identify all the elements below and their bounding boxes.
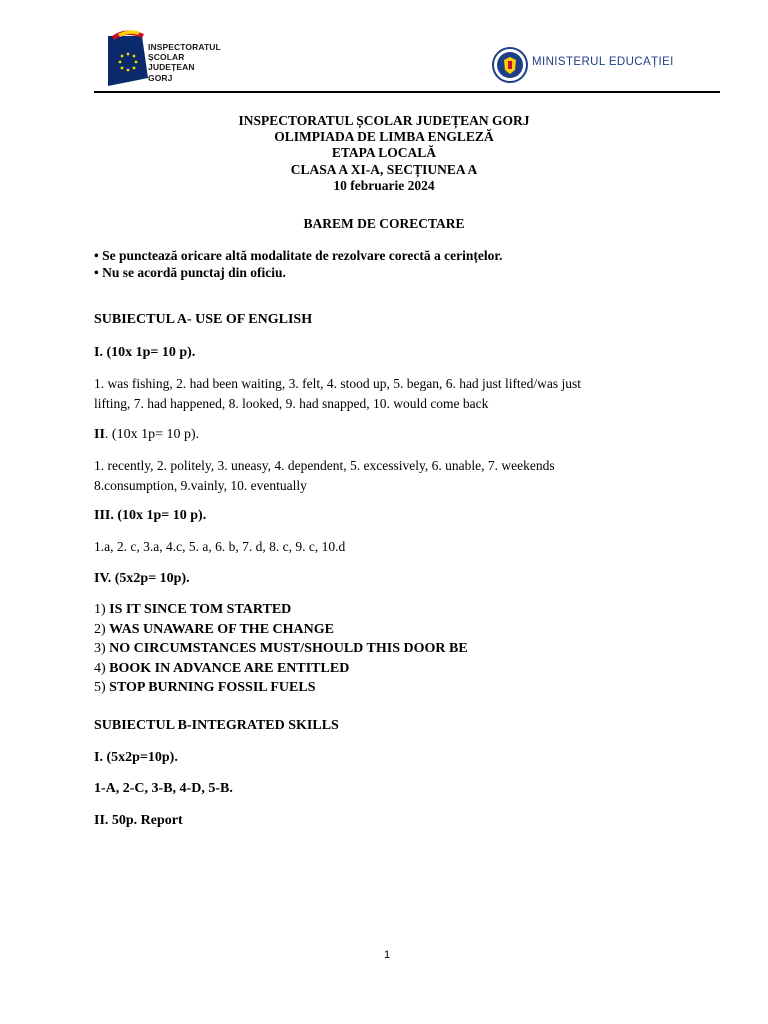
section-a4-heading: IV. (5x2p= 10p). [94, 571, 190, 586]
title-line-1: INSPECTORATUL ȘCOLAR JUDEȚEAN GORJ [238, 113, 530, 128]
ministry-name: MINISTERUL EDUCAȚIEI [532, 56, 674, 68]
section-a2-answers: 1. recently, 2. politely, 3. uneasy, 4. dependent, 5. excessively, 6. unable, 7. weekends 8.consumption, 9.vainly, 10. eventually [94, 458, 555, 493]
inspectorat-logo-text: INSPECTORATUL ȘCOLAR JUDEȚEAN GORJ [148, 42, 221, 83]
note-2: • Nu se acordă punctaj din oficiu. [94, 265, 286, 280]
section-b1-heading: I. (5x2p=10p). [94, 750, 178, 765]
note-1: • Se punctează oricare altă modalitate de rezolvare corectă a cerințelor. [94, 248, 503, 263]
section-a3-answers: 1.a, 2. c, 3.a, 4.c, 5. a, 6. b, 7. d, 8. c, 9. c, 10.d [94, 539, 346, 554]
section-a4-answers [94, 600, 468, 698]
title-line-3: ETAPA LOCALĂ [331, 145, 437, 161]
document-title [94, 113, 674, 194]
section-a-heading: SUBIECTUL A- USE OF ENGLISH [94, 312, 313, 327]
section-b2-heading: II. 50p. Report [94, 813, 183, 828]
list-item: 3) NO CIRCUMSTANCES MUST/SHOULD THIS DOOR BE [94, 641, 468, 656]
section-b1-answers: 1-A, 2-C, 3-B, 4-D, 5-B. [94, 781, 233, 796]
section-a3-heading: III. (10x 1p= 10 p). [94, 508, 207, 523]
list-item: 1) IS IT SINCE TOM STARTED [94, 602, 292, 617]
list-item: 4) BOOK IN ADVANCE ARE ENTITLED [94, 660, 350, 676]
title-line-4: CLASA A XI-A, SECȚIUNEA A [290, 161, 478, 177]
header-divider [94, 91, 720, 93]
section-b-heading: SUBIECTUL B-INTEGRATED SKILLS [94, 718, 339, 733]
barem-heading: BAREM DE CORECTARE [303, 216, 465, 231]
title-line-5: 10 februarie 2024 [333, 177, 435, 193]
section-a1-answers: 1. was fishing, 2. had been waiting, 3. felt, 4. stood up, 5. began, 6. had just lifted/was just lifting, 7. had happened, 8. looked, 9. had snapped, 10. would come back [94, 376, 582, 411]
title-line-2: OLIMPIADA DE LIMBA ENGLEZĂ [274, 129, 494, 145]
list-item: 5) STOP BURNING FOSSIL FUELS [94, 680, 316, 695]
ministry-emblem-icon [491, 46, 529, 84]
list-item: 2) WAS UNAWARE OF THE CHANGE [94, 621, 334, 637]
section-a1-heading: I. (10x 1p= 10 p). [94, 345, 196, 360]
section-a2-heading: II. (10x 1p= 10 p). [94, 427, 200, 442]
page-number: 1 [384, 949, 391, 961]
